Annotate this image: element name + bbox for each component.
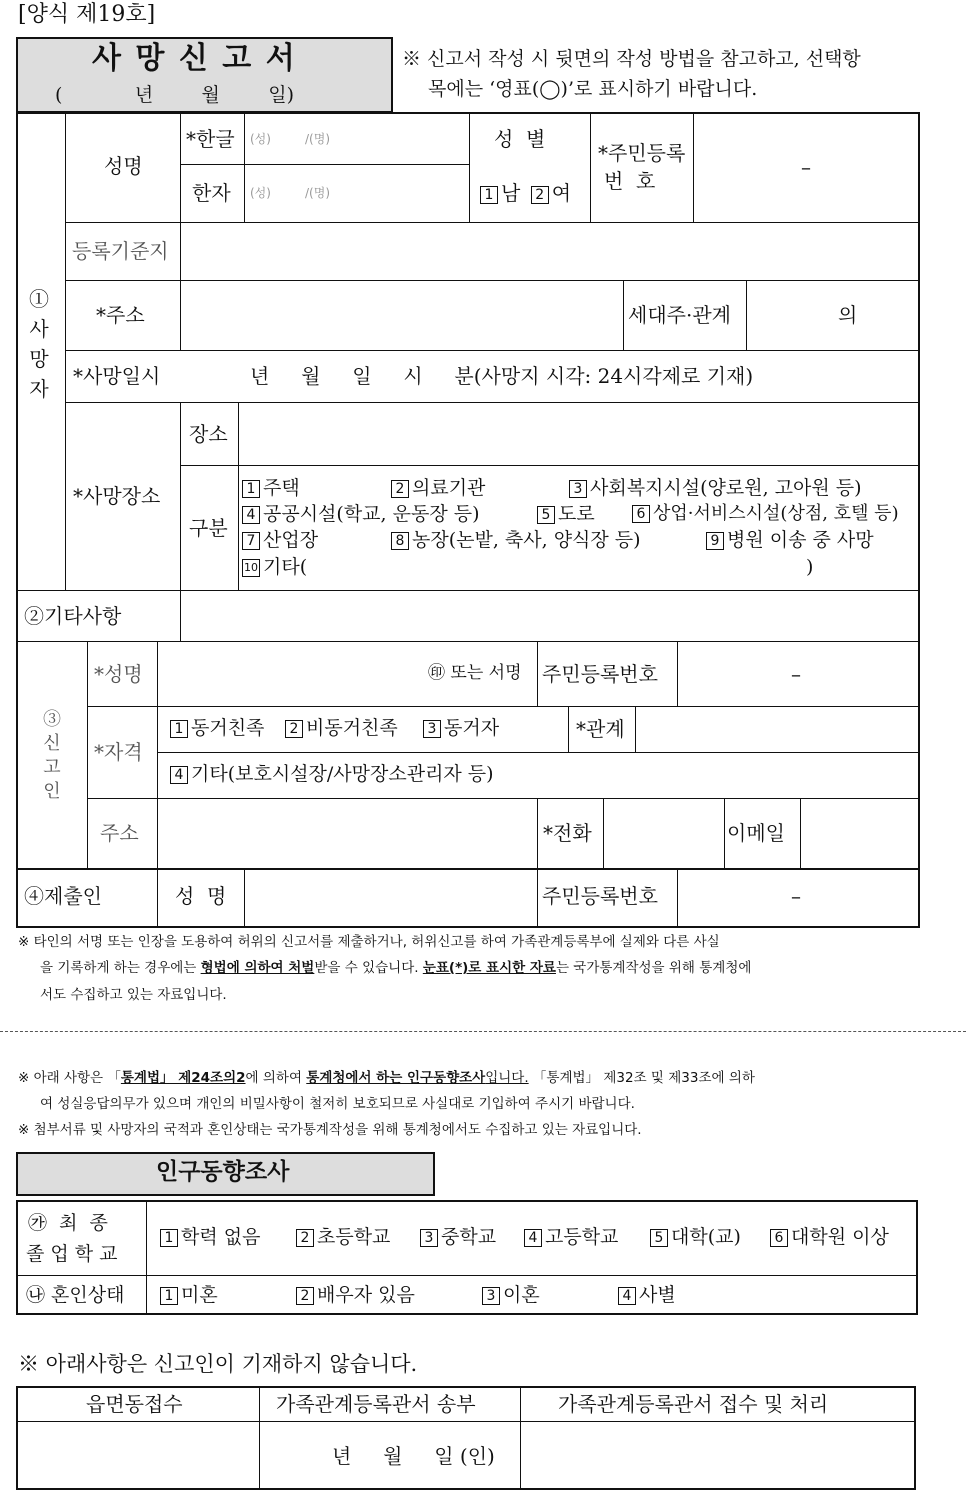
death-place-label: *사망장소 bbox=[73, 484, 161, 508]
death-time-label: *사망일시 bbox=[73, 364, 161, 388]
reporter-rrn-dash: – bbox=[791, 662, 801, 686]
place-option-1[interactable]: 1 주택 bbox=[242, 479, 300, 498]
marital-label: ㉯ 혼인상태 bbox=[26, 1284, 125, 1306]
place-option-5[interactable]: 5 도로 bbox=[537, 505, 595, 524]
marital-option-2[interactable]: 2 배우자 있음 bbox=[296, 1286, 415, 1305]
reporter-address-input[interactable] bbox=[163, 806, 531, 860]
submitter-rrn-dash: – bbox=[791, 884, 801, 908]
education-label-2: 졸 업 학 교 bbox=[26, 1243, 118, 1265]
qual-option-1[interactable]: 1 동거친족 bbox=[170, 719, 264, 738]
death-time-text: 년 월 일 시 분(사망지 시각: 24시각제로 기재) bbox=[250, 364, 754, 388]
office-col-1: 읍면동접수 bbox=[86, 1392, 183, 1416]
other-input[interactable] bbox=[186, 596, 912, 636]
checkbox-female[interactable]: 2 bbox=[531, 186, 549, 204]
reporter-name-input[interactable] bbox=[163, 648, 423, 698]
edu-option-4[interactable]: 4 고등학교 bbox=[524, 1228, 618, 1247]
place-label: 장소 bbox=[189, 422, 228, 446]
office-notice: ※ 아래사항은 신고인이 기재하지 않습니다. bbox=[18, 1352, 418, 1376]
hoh-label: 세대주·관계 bbox=[628, 303, 731, 327]
name-label: 성명 bbox=[104, 154, 143, 178]
qual-option-2[interactable]: 2 비동거친족 bbox=[285, 719, 398, 738]
edu-option-2[interactable]: 2 초등학교 bbox=[296, 1228, 390, 1247]
place-option-9[interactable]: 9 병원 이송 중 사망 bbox=[706, 531, 874, 550]
date-line: ( 년 월 일) bbox=[55, 84, 294, 106]
warning-line-3: 서도 수집하고 있는 자료입니다. bbox=[40, 987, 227, 1003]
office-col-2: 가족관계등록관서 송부 bbox=[276, 1392, 476, 1416]
warning-line-1: ※ 타인의 서명 또는 인장을 도용하여 허위의 신고서를 제출하거나, 허위신고를 하여 가족관계등록부에 실제와 다른 사실 bbox=[18, 934, 720, 950]
office-col-3: 가족관계등록관서 접수 및 처리 bbox=[558, 1392, 829, 1416]
reporter-section-label: ③신고인 bbox=[43, 709, 61, 802]
place-option-8[interactable]: 8 농장(논밭, 축사, 양식장 등) bbox=[391, 531, 641, 550]
edu-option-5[interactable]: 5 대학(교) bbox=[650, 1228, 741, 1247]
edu-option-3[interactable]: 3 중학교 bbox=[420, 1228, 496, 1247]
checkbox-male[interactable]: 1 bbox=[480, 186, 498, 204]
place-input[interactable] bbox=[244, 410, 914, 458]
hangul-surname-hint: (성) bbox=[250, 132, 271, 146]
reg-base-input[interactable] bbox=[186, 230, 906, 272]
edu-option-6[interactable]: 6 대학원 이상 bbox=[770, 1228, 889, 1247]
sex-label: 성 별 bbox=[494, 127, 546, 151]
place-option-7[interactable]: 7 산업장 bbox=[242, 531, 318, 550]
phone-label: *전화 bbox=[543, 821, 592, 845]
survey-table bbox=[16, 1200, 918, 1315]
sex-options: 1 남 2 여 bbox=[480, 183, 571, 204]
relation-label: *관계 bbox=[576, 717, 625, 741]
seal-or-sign: ㊞ 또는 서명 bbox=[428, 663, 522, 683]
address-label: *주소 bbox=[96, 303, 145, 327]
email-input[interactable] bbox=[806, 806, 914, 860]
marital-option-3[interactable]: 3 이혼 bbox=[482, 1286, 540, 1305]
hanja-given-hint: /(명) bbox=[305, 186, 330, 200]
email-label: 이메일 bbox=[727, 821, 785, 845]
form-number: [양식 제19호] bbox=[18, 2, 156, 27]
reporter-address-label: 주소 bbox=[100, 821, 139, 845]
reporter-rrn-label: 주민등록번호 bbox=[542, 662, 658, 686]
submitter-name-input[interactable] bbox=[250, 875, 530, 921]
rrn-label-1: *주민등록 bbox=[598, 141, 686, 165]
place-option-6[interactable]: 6 상업·서비스시설(상점, 호텔 등) bbox=[632, 505, 899, 523]
page-title: 사 망 신 고 서 bbox=[92, 41, 297, 76]
place-option-10-close: ) bbox=[806, 556, 814, 578]
place-option-10[interactable]: 10 기타( bbox=[244, 556, 308, 578]
other-label: ②기타사항 bbox=[24, 604, 122, 628]
education-label-1: ㉮ 최 종 bbox=[28, 1212, 108, 1234]
notice-line-1: ※ 신고서 작성 시 뒷면의 작성 방법을 참고하고, 선택항 bbox=[402, 48, 861, 70]
hanja-surname-hint: (성) bbox=[250, 186, 271, 200]
qual-option-4[interactable]: 4 기타(보호시설장/사망장소관리자 등) bbox=[170, 765, 494, 784]
deceased-section-label: ①사망자 bbox=[29, 287, 49, 401]
rrn-dash: – bbox=[801, 155, 811, 179]
survey-notice-line-3: ※ 첨부서류 및 사망자의 국적과 혼인상태는 국가통계작성을 위해 통계청에서도 수집하고 있는 자료입니다. bbox=[18, 1122, 642, 1138]
hanja-name-input[interactable] bbox=[250, 205, 450, 217]
cut-line bbox=[0, 1031, 966, 1032]
edu-option-1[interactable]: 1 학력 없음 bbox=[160, 1228, 260, 1247]
place-option-2[interactable]: 2 의료기관 bbox=[391, 479, 485, 498]
qual-option-3[interactable]: 3 동거자 bbox=[423, 719, 499, 738]
marital-option-4[interactable]: 4 사별 bbox=[618, 1286, 676, 1305]
hangul-given-hint: /(명) bbox=[305, 132, 330, 146]
relation-input[interactable] bbox=[640, 712, 912, 746]
phone-input[interactable] bbox=[608, 806, 718, 860]
warning-line-2: 을 기록하게 하는 경우에는 형법에 의하여 처벌받을 수 있습니다. 눈표(*)로 표시한 자료는 국가통계작성을 위해 통계청에 bbox=[40, 960, 752, 976]
reporter-name-label: *성명 bbox=[94, 662, 143, 686]
notice-line-2: 목에는 ‘영표(◯)’로 표시하기 바랍니다. bbox=[428, 78, 758, 100]
survey-notice-line-1: ※ 아래 사항은 「통계법」 제24조의2에 의하여 통계청에서 하는 인구동향조사입니다. 「통계법」 제32조 및 제33조에 의하 bbox=[18, 1070, 755, 1086]
hoh-of: 의 bbox=[838, 303, 858, 327]
office-date: 년 월 일 (인) bbox=[332, 1444, 495, 1468]
submitter-label: ④제출인 bbox=[24, 884, 102, 908]
submitter-rrn-label: 주민등록번호 bbox=[542, 884, 658, 908]
hangul-label: *한글 bbox=[186, 127, 235, 151]
hangul-name-input[interactable] bbox=[250, 152, 450, 164]
category-label: 구분 bbox=[189, 516, 228, 540]
place-option-4[interactable]: 4 공공시설(학교, 운동장 등) bbox=[242, 505, 479, 524]
place-option-3[interactable]: 3 사회복지시설(양로원, 고아원 등) bbox=[569, 479, 862, 498]
reg-base-label: 등록기준지 bbox=[72, 239, 169, 263]
marital-option-1[interactable]: 1 미혼 bbox=[160, 1286, 218, 1305]
submitter-name-label: 성 명 bbox=[175, 884, 227, 908]
rrn-label-2: 번 호 bbox=[604, 169, 656, 193]
survey-notice-line-2: 여 성실응답의무가 있으며 개인의 비밀사항이 철저히 보호되므로 사실대로 기입하여 주시기 바랍니다. bbox=[40, 1096, 635, 1112]
hanja-label: 한자 bbox=[192, 181, 231, 205]
address-input[interactable] bbox=[186, 290, 616, 340]
survey-title: 인구동향조사 bbox=[156, 1159, 290, 1185]
qualification-label: *자격 bbox=[94, 740, 143, 764]
